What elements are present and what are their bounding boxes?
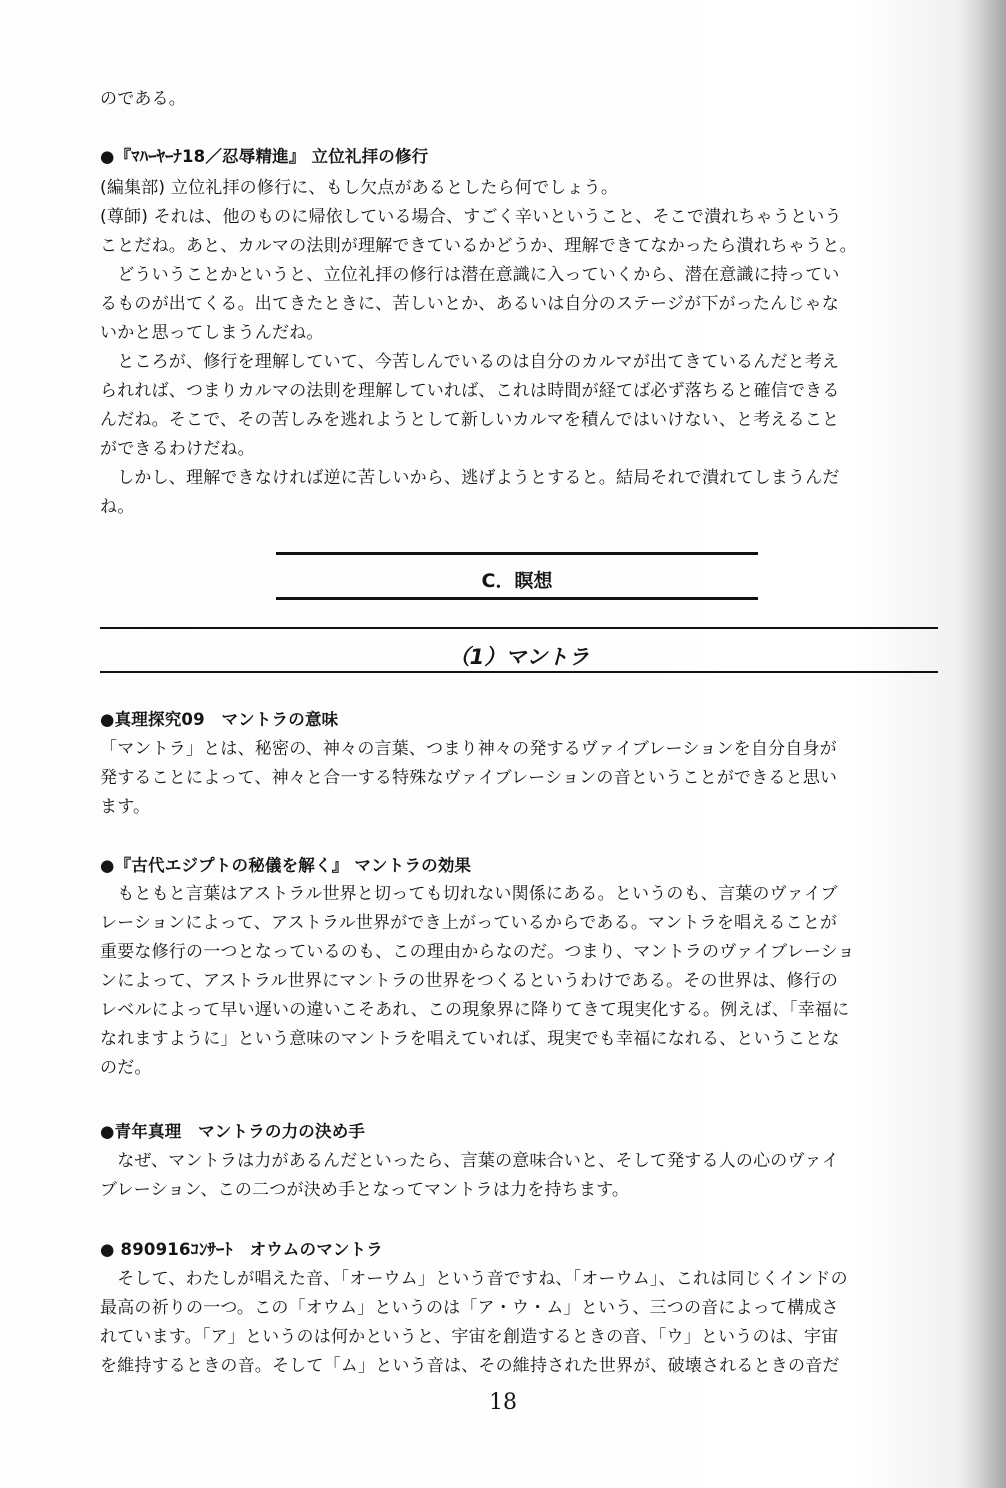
page-spine-shadow bbox=[960, 0, 1006, 1488]
intro-line: のである。 bbox=[100, 89, 186, 109]
paragraph-line: ンによって、アストラル世界にマントラの世界をつくるというわけである。その世界は、修行の bbox=[100, 971, 839, 991]
section-heading-egypt: ●『古代エジプトの秘儀を解く』 マントラの効果 bbox=[100, 856, 472, 875]
paragraph-line: るものが出てくる。出てきたときに、苦しいとか、あるいは自分のステージが下がったんじゃな bbox=[100, 294, 839, 314]
paragraph-line: (尊師) それは、他のものに帰依している場合、すごく辛いということ、そこで潰れちゃうという bbox=[100, 207, 842, 227]
section-heading-seinen-shinri: ●青年真理 マントラの力の決め手 bbox=[100, 1122, 366, 1141]
paragraph-line: られれば、つまりカルマの法則を理解していれば、これは時間が経てば必ず落ちると確信できる bbox=[100, 381, 840, 401]
paragraph-line: ことだね。あと、カルマの法則が理解できているかどうか、理解できてなかったら潰れちゃうと。 bbox=[100, 236, 857, 256]
section-heading-shinri-tankyu: ●真理探究09 マントラの意味 bbox=[100, 710, 339, 729]
section-heading-concert: ● 890916ｺﾝｻｰﾄ オウムのマントラ bbox=[100, 1240, 384, 1259]
section-heading-mahayana: ●『ﾏﾊｰﾔｰﾅ18／忍辱精進』 立位礼拝の修行 bbox=[100, 147, 429, 166]
paragraph-line: なぜ、マントラは力があるんだといったら、言葉の意味合いと、そして発する人の心のヴァイ bbox=[100, 1151, 839, 1171]
paragraph-line: もともと言葉はアストラル世界と切っても切れない関係にある。というのも、言葉のヴァイブ bbox=[100, 884, 838, 904]
paragraph-line: ところが、修行を理解していて、今苦しんでいるのは自分のカルマが出てきているんだと考え bbox=[100, 352, 840, 372]
subsection-rule-bottom bbox=[100, 671, 938, 673]
paragraph-line: 最高の祈りの一つ。この「オウム」というのは「ア・ウ・ム」という、三つの音によって構成さ bbox=[100, 1298, 839, 1318]
paragraph-line: ブレーション、この二つが決め手となってマントラは力を持ちます。 bbox=[100, 1180, 630, 1200]
paragraph-line: ます。 bbox=[100, 797, 151, 817]
chapter-title: C．瞑想 bbox=[481, 570, 553, 592]
chapter-rule-top bbox=[276, 552, 758, 555]
subsection-title: （1）マントラ bbox=[448, 645, 590, 669]
paragraph-line: 「マントラ」とは、秘密の、神々の言葉、つまり神々の発するヴァイブレーションを自分自身が bbox=[100, 739, 837, 759]
paragraph-line: そして、わたしが唱えた音、「オーウム」という音ですね、「オーウム」、これは同じくインドの bbox=[100, 1269, 848, 1289]
paragraph-line: なれますように」という意味のマントラを唱えていれば、現実でも幸福になれる、ということな bbox=[100, 1029, 840, 1049]
subsection-rule-top bbox=[100, 627, 938, 629]
paragraph-line: (編集部) 立位礼拝の修行に、もし欠点があるとしたら何でしょう。 bbox=[100, 178, 619, 198]
paragraph-line: しかし、理解できなければ逆に苦しいから、逃げようとすると。結局それで潰れてしまうんだ bbox=[100, 468, 840, 488]
paragraph-line: ができるわけだね。 bbox=[100, 439, 255, 459]
paragraph-line: 重要な修行の一つとなっているのも、この理由からなのだ。つまり、マントラのヴァイブレーショ bbox=[100, 942, 855, 962]
paragraph-line: ね。 bbox=[100, 497, 135, 517]
page-number: 18 bbox=[489, 1390, 517, 1415]
paragraph-line: れています。「ア」というのは何かというと、宇宙を創造するときの音、「ウ」というのは、宇宙 bbox=[100, 1327, 839, 1347]
paragraph-line: を維持するときの音。そして「ム」という音は、その維持された世界が、破壊されるときの音だ bbox=[100, 1356, 840, 1376]
paragraph-line: んだね。そこで、その苦しみを逃れようとして新しいカルマを積んではいけない、と考えること bbox=[100, 410, 840, 430]
paragraph-line: レーションによって、アストラル世界ができ上がっているからである。マントラを唱えることが bbox=[100, 913, 838, 933]
paragraph-line: レベルによって早い遅いの違いこそあれ、この現象界に降りてきて現実化する。例えば、「幸福に bbox=[100, 1000, 850, 1020]
paragraph-line: 発することによって、神々と合一する特殊なヴァイブレーションの音ということができると思い bbox=[100, 768, 838, 788]
paragraph-line: いかと思ってしまうんだね。 bbox=[100, 323, 324, 343]
paragraph-line: のだ。 bbox=[100, 1058, 152, 1078]
paragraph-line: どういうことかというと、立位礼拝の修行は潜在意識に入っていくから、潜在意識に持ってい bbox=[100, 265, 840, 285]
chapter-rule-bottom bbox=[276, 597, 758, 600]
